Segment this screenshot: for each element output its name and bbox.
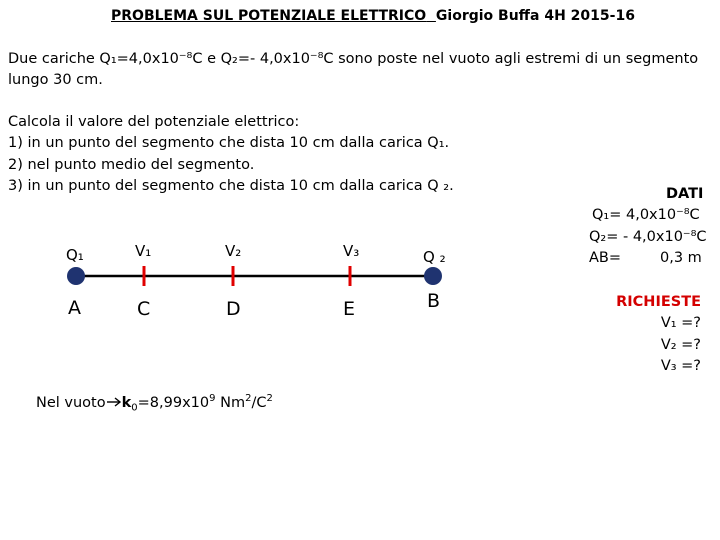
richieste-heading: RICHIESTE <box>616 294 701 310</box>
dati-ab-label: AB= <box>589 250 622 266</box>
constant-units-div: /C <box>251 394 267 411</box>
constant-prefix: Nel vuoto <box>36 394 106 411</box>
constant-units: Nm <box>215 394 246 411</box>
label-v1: V₁ <box>135 242 152 260</box>
question-lead: Calcola il valore del potenziale elettrico: <box>8 114 300 130</box>
question-item-1: 1) in un punto del segmento che dista 10 cm dalla carica Q₁. <box>8 135 450 151</box>
point-b: B <box>427 290 441 312</box>
charge-q2-dot <box>424 267 442 285</box>
vacuum-constant <box>36 388 273 419</box>
label-v3: V₃ <box>343 242 360 260</box>
point-d: D <box>226 298 241 320</box>
dati-q2: Q₂= - 4,0x10⁻⁸C <box>589 229 707 245</box>
dati-q1: Q₁= 4,0x10⁻⁸C <box>592 207 700 223</box>
point-c: C <box>137 298 151 320</box>
richieste-v3: V₃ =? <box>660 358 701 374</box>
constant-k-exp: 9 <box>209 393 216 404</box>
richieste-v2: V₂ =? <box>660 337 701 353</box>
point-e: E <box>343 298 356 320</box>
right-arrow-icon <box>106 396 122 408</box>
title-main: PROBLEMA SUL POTENZIALE ELETTRICO <box>111 8 427 24</box>
constant-units-exp1: 2 <box>245 393 252 404</box>
dati-heading: DATI <box>666 186 704 202</box>
label-q2: Q ₂ <box>423 248 446 266</box>
dati-ab-value: 0,3 m <box>660 250 702 266</box>
richieste-v1: V₁ =? <box>660 315 701 331</box>
intro-line-1: Due cariche Q₁=4,0x10⁻⁸C e Q₂=- 4,0x10⁻⁸C sono poste nel vuoto agli estremi di un segmento <box>8 51 699 67</box>
constant-units-exp2: 2 <box>266 393 273 404</box>
constant-k-value: =8,99x10 <box>137 394 210 411</box>
charge-q1-dot <box>67 267 85 285</box>
title-author: Giorgio Buffa 4H 2015-16 <box>435 8 635 24</box>
label-v2: V₂ <box>225 242 242 260</box>
intro-line-2: lungo 30 cm. <box>8 72 103 88</box>
constant-k: k <box>121 394 132 411</box>
label-q1: Q₁ <box>66 246 84 264</box>
question-item-3: 3) in un punto del segmento che dista 10 cm dalla carica Q ₂. <box>8 178 454 194</box>
question-item-2: 2) nel punto medio del segmento. <box>8 157 255 173</box>
point-a: A <box>68 297 81 319</box>
constant-k-sub: 0 <box>131 402 138 414</box>
